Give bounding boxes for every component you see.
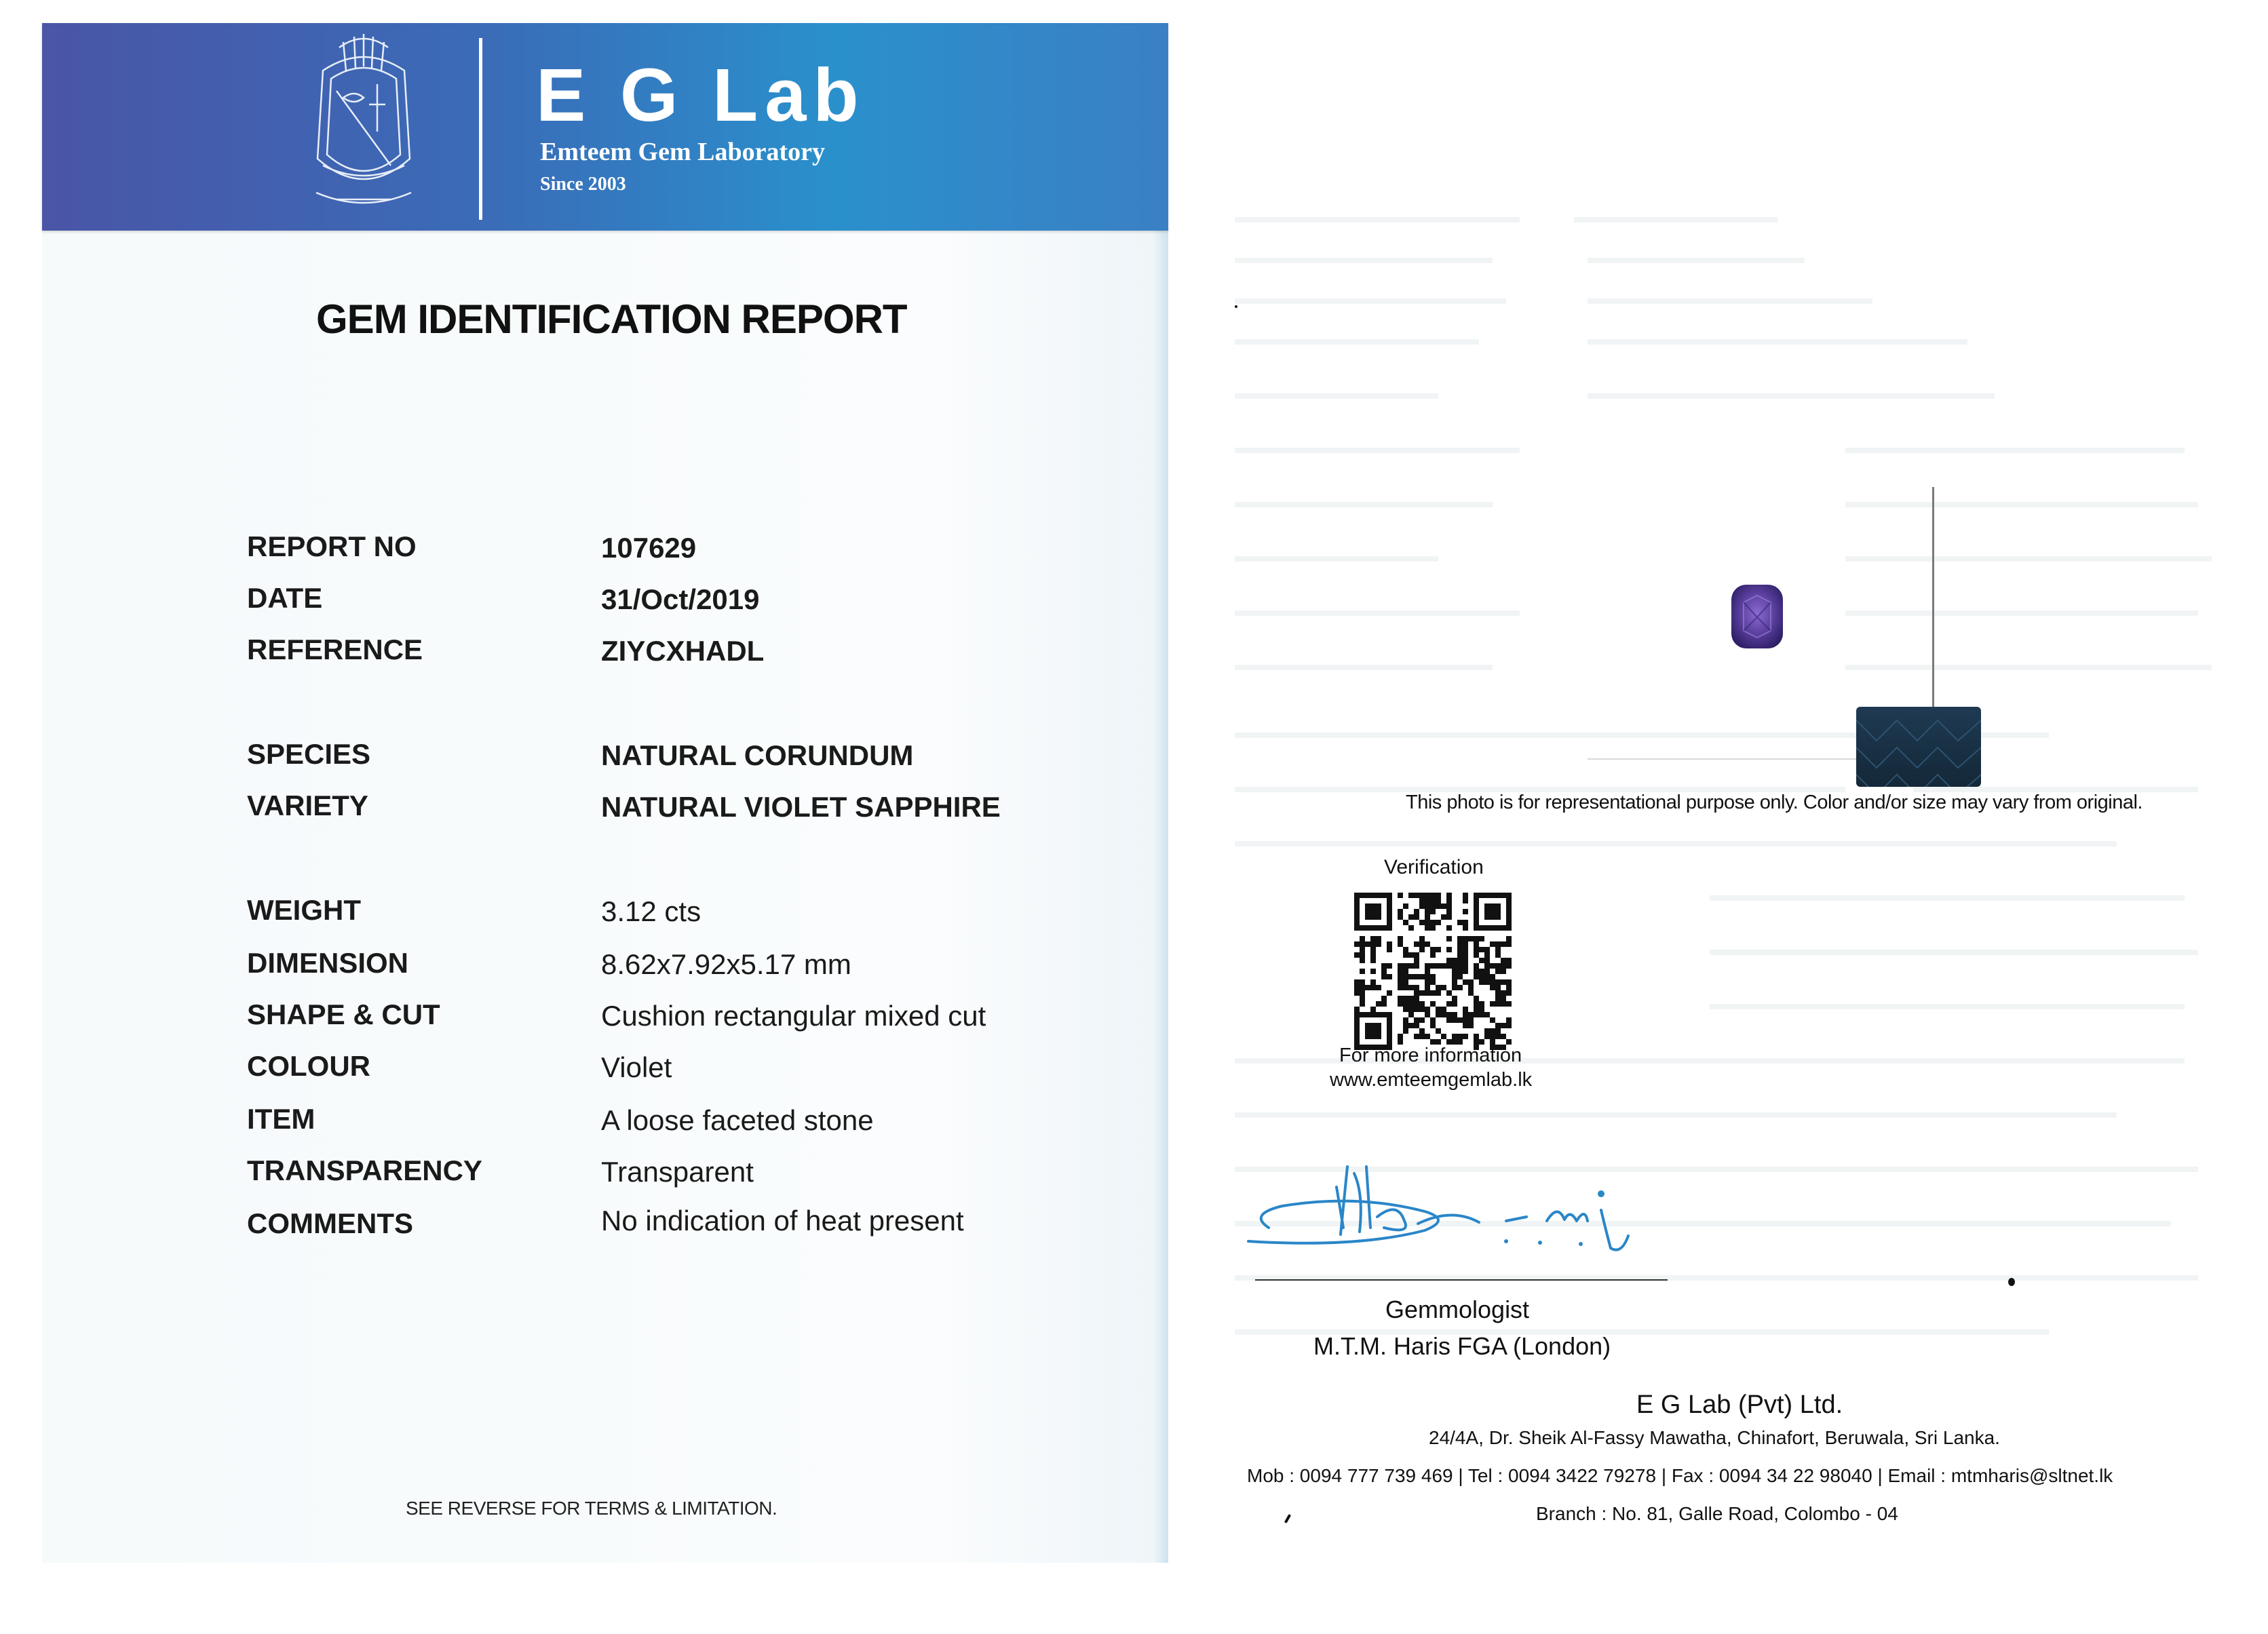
field-value-comments: No indication of heat present bbox=[601, 1205, 964, 1237]
signatory-name: M.T.M. Haris FGA (London) bbox=[1313, 1332, 1611, 1360]
field-label-reference: REFERENCE bbox=[247, 634, 423, 665]
scale-reference-block bbox=[1856, 707, 1981, 787]
banner-divider bbox=[479, 38, 482, 220]
field-label-report-no: REPORT NO bbox=[247, 530, 417, 562]
company-address: 24/4A, Dr. Sheik Al-Fassy Mawatha, Chinafort, Beruwala, Sri Lanka. bbox=[1429, 1427, 2000, 1448]
brand-name: E G Lab bbox=[536, 54, 866, 137]
signature-image bbox=[1221, 1146, 1696, 1282]
field-value-species: NATURAL CORUNDUM bbox=[601, 739, 914, 771]
field-value-date: 31/Oct/2019 bbox=[601, 583, 760, 615]
field-label-variety: VARIETY bbox=[247, 790, 368, 821]
more-info-label: For more information bbox=[1339, 1045, 1522, 1066]
website-link[interactable]: www.emteemgemlab.lk bbox=[1330, 1069, 1533, 1091]
report-title: GEM IDENTIFICATION REPORT bbox=[316, 296, 907, 342]
brand-subtitle: Emteem Gem Laboratory bbox=[540, 138, 825, 166]
field-value-report-no: 107629 bbox=[601, 532, 697, 564]
field-label-dimension: DIMENSION bbox=[247, 947, 409, 979]
field-value-shape-cut: Cushion rectangular mixed cut bbox=[601, 1000, 986, 1032]
field-label-weight: WEIGHT bbox=[247, 894, 361, 926]
gem-photo bbox=[1729, 582, 1786, 651]
field-label-colour: COLOUR bbox=[247, 1050, 370, 1082]
field-value-transparency: Transparent bbox=[601, 1156, 754, 1188]
field-value-colour: Violet bbox=[601, 1051, 672, 1083]
crest-logo-icon bbox=[296, 30, 431, 220]
brand-since: Since 2003 bbox=[540, 174, 626, 195]
company-name: E G Lab (Pvt) Ltd. bbox=[1636, 1390, 1843, 1419]
field-value-dimension: 8.62x7.92x5.17 mm bbox=[601, 948, 851, 980]
field-label-transparency: TRANSPARENCY bbox=[247, 1154, 482, 1186]
field-value-weight: 3.12 cts bbox=[601, 895, 701, 927]
scan-speck bbox=[1235, 305, 1237, 308]
signature-line bbox=[1255, 1279, 1668, 1281]
photo-disclaimer: This photo is for representational purpose only. Color and/or size may vary from original. bbox=[1406, 792, 2142, 813]
signatory-title: Gemmologist bbox=[1385, 1296, 1530, 1323]
page-fold-shadow bbox=[1153, 23, 1168, 1563]
verification-label: Verification bbox=[1384, 856, 1484, 878]
terms-note: SEE REVERSE FOR TERMS & LIMITATION. bbox=[406, 1498, 777, 1519]
scan-speck bbox=[2008, 1278, 2015, 1286]
field-label-date: DATE bbox=[247, 582, 323, 614]
field-label-species: SPECIES bbox=[247, 738, 371, 770]
qr-code-icon[interactable] bbox=[1354, 893, 1512, 1050]
company-branch: Branch : No. 81, Galle Road, Colombo - 04 bbox=[1536, 1503, 1898, 1524]
field-value-item: A loose faceted stone bbox=[601, 1104, 874, 1136]
field-label-shape-cut: SHAPE & CUT bbox=[247, 998, 440, 1030]
company-contacts: Mob : 0094 777 739 469 | Tel : 0094 3422 79278 | Fax : 0094 34 22 98040 | Email : mtmharis@sltnet.lk bbox=[1247, 1465, 2113, 1486]
field-label-comments: COMMENTS bbox=[247, 1207, 413, 1239]
field-value-reference: ZIYCXHADL bbox=[601, 635, 765, 667]
field-value-variety: NATURAL VIOLET SAPPHIRE bbox=[601, 791, 1001, 823]
field-label-item: ITEM bbox=[247, 1103, 315, 1135]
